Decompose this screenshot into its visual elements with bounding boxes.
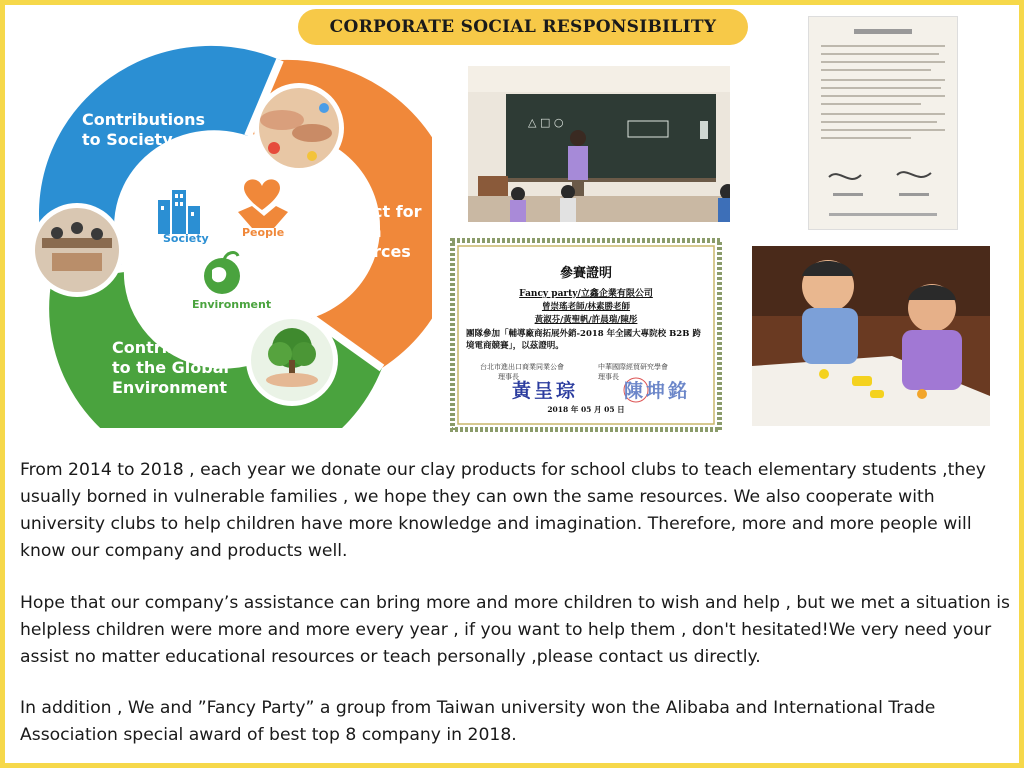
- certificate-title: 參賽證明: [559, 266, 612, 281]
- society-center-label: Society: [163, 232, 209, 245]
- society-contribution-label: Contributions to Society: [82, 110, 206, 149]
- certificate-teachers: 曾崇瑤老師/林素勝老師: [541, 302, 631, 312]
- cooperation-contract-photo: [808, 16, 958, 230]
- tree-in-hands-photo: [246, 314, 338, 406]
- certificate-students: 黃淑芬/黃聖帆/許晨瑞/陳彤: [534, 315, 638, 325]
- certificate-body: 團隊參加「輔導廠商拓展外銷-2018 年全國大專院校 B2B 跨境電商競賽」，以茲證明。: [466, 329, 701, 351]
- certificate-date: 2018 年 05 月 05 日: [547, 405, 625, 414]
- svg-text:△ □ ○: △ □ ○: [528, 116, 564, 129]
- certificate-signature-right: 陳坤銘: [624, 380, 691, 402]
- certificate-signature-left: 黃呈琮: [512, 380, 579, 402]
- certificate-company: Fancy party/立鑫企業有限公司: [519, 289, 653, 299]
- environment-center-label: Environment: [192, 298, 272, 311]
- respect-human-resources-label: Respect for Human Resources: [318, 202, 422, 261]
- page-title: CORPORATE SOCIAL RESPONSIBILITY: [329, 17, 717, 37]
- children-clay-photo: [752, 246, 990, 426]
- paragraph-donations: From 2014 to 2018 , each year we donate our clay products for school clubs to teach elementary students ,they usually borned in vulnerable families , we hope they can own the same resources. We also cooperate with university clubs to help children have more knowledge and imagination. Therefore, more and more people will know our company and products well.: [20, 460, 986, 561]
- certificate-role-left: 理事長: [498, 373, 519, 381]
- hands-photo: [254, 83, 344, 173]
- people-center-label: People: [242, 226, 285, 239]
- global-environment-label: Contributions to the Global Environment: [112, 338, 236, 397]
- classroom-photo: [30, 203, 124, 297]
- certificate-role-right: 理事長: [598, 373, 619, 381]
- certificate-org-left: 台北市進出口商業同業公會: [480, 363, 564, 371]
- certificate-org-right: 中華國際經貿研究學會: [598, 363, 668, 371]
- competition-certificate: [450, 238, 722, 432]
- classroom-teaching-photo: [468, 66, 730, 222]
- paragraph-help-request: Hope that our company’s assistance can bring more and more children to wish and help , but we met a situation is helpless children were more and more every year , if you want to help them , don't hesitated!We very need your assist no matter educational resources or teach personally ,please contact us directly.: [20, 593, 1010, 667]
- paragraph-award: In addition , We and ”Fancy Party” a group from Taiwan university won the Alibaba and International Trade Association special award of best top 8 company in 2018.: [20, 698, 936, 745]
